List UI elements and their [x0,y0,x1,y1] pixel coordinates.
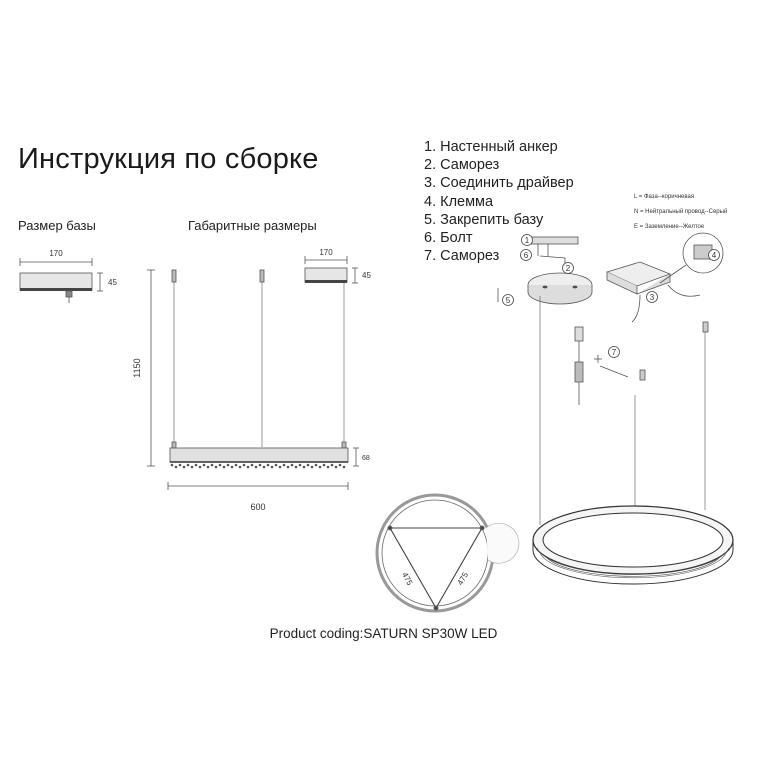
drop-height-dimension: 1150 [132,358,142,378]
step-item: 6. Болт [424,230,473,247]
crystal-bead [187,464,190,467]
crystal-bead [259,464,262,467]
top-height-dimension: 45 [362,271,371,280]
step-item: 2. Саморез [424,157,500,174]
crystal-bead [243,464,246,467]
crystal-bead [327,466,330,469]
crystal-bead [183,466,186,469]
crystal-bead [179,464,182,467]
crystal-bead [331,464,334,467]
crystal-bead [203,464,206,467]
step-item: 3. Соединить драйвер [424,175,574,192]
base-size-drawing [20,258,103,303]
crystal-bead [315,464,318,467]
crystal-bead [343,466,346,469]
body-height-dimension: 68 [362,455,370,462]
callout-number: 5 [505,296,511,305]
crystal-bead [175,466,178,469]
base-height-dimension: 45 [108,278,117,287]
triangle-left-dimension: 475 [400,570,415,587]
crystal-bead [227,464,230,467]
crystal-bead [287,466,290,469]
crystal-bead [283,464,286,467]
crystal-bead [231,466,234,469]
crystal-bead [195,464,198,467]
crystal-bead [199,466,202,469]
crystal-bead [171,464,174,467]
crystal-bead [247,466,250,469]
crystal-bead [307,464,310,467]
callout-number: 6 [523,251,529,260]
crystal-bead [219,464,222,467]
crystal-bead [291,464,294,467]
page-title: Инструкция по сборке [18,143,319,175]
wiring-legend-line: E = Заземление--Желтое [634,224,705,230]
product-coding: Product coding:SATURN SP30W LED [269,626,498,641]
crystal-bead [191,466,194,469]
crystal-bead [323,464,326,467]
crystal-bead [299,464,302,467]
installation-diagram [498,233,733,584]
crystal-bead [211,464,214,467]
crystal-bead [251,464,254,467]
crystal-bead [279,466,282,469]
step-item: 5. Закрепить базу [424,211,544,228]
callout-number: 7 [611,348,617,357]
callout-number: 1 [524,236,530,245]
crystal-bead [311,466,314,469]
overall-dimensions-label: Габаритные размеры [188,218,317,233]
crystal-bead [339,464,342,467]
crystal-fringe [171,464,346,469]
crystal-bead [295,466,298,469]
top-width-dimension: 170 [319,248,333,257]
length-dimension: 600 [250,502,266,512]
wiring-legend-line: N = Нейтральный провод--Серый [634,209,728,215]
step-item: 4. Клемма [424,193,494,210]
crystal-bead [319,466,322,469]
ring-mounting-diagram [377,495,519,611]
callout-number: 3 [649,293,655,302]
callout-number: 4 [711,251,717,260]
crystal-bead [275,464,278,467]
crystal-bead [255,466,258,469]
crystal-bead [263,466,266,469]
crystal-bead [215,466,218,469]
step-item: 7. Саморез [424,248,500,265]
step-item: 1. Настенный анкер [424,139,558,155]
crystal-bead [207,466,210,469]
base-width-dimension: 170 [49,249,63,258]
crystal-bead [303,466,306,469]
crystal-bead [267,464,270,467]
callout-number: 2 [565,264,571,273]
triangle-right-dimension: 475 [455,570,471,587]
crystal-bead [271,466,274,469]
wiring-legend-line: L = Фаза--коричневая [634,194,695,200]
crystal-bead [235,464,238,467]
base-size-label: Размер базы [18,218,96,233]
crystal-bead [335,466,338,469]
crystal-bead [223,466,226,469]
crystal-bead [239,466,242,469]
overall-dimensions-drawing [147,256,359,490]
